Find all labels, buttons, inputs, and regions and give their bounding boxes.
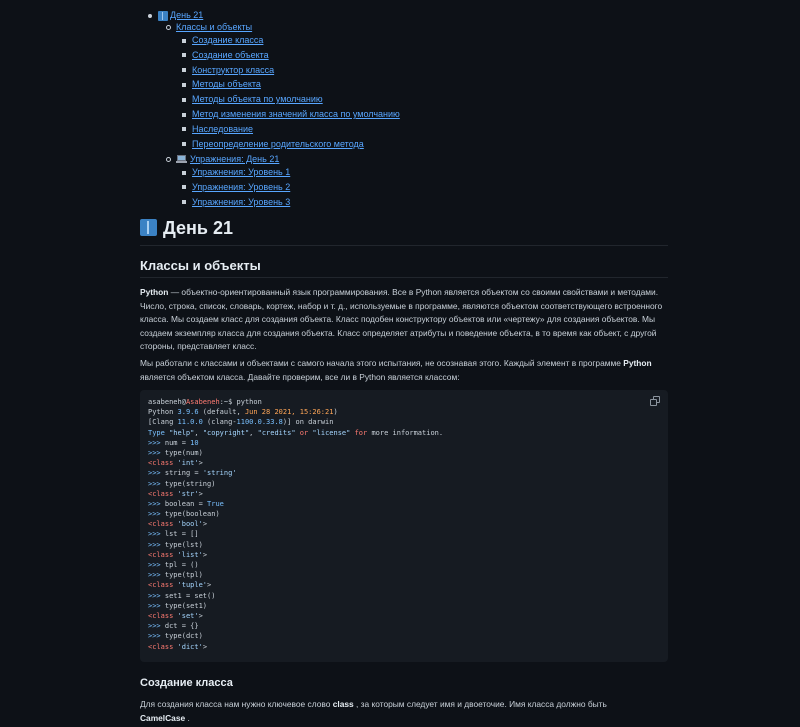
bullet-icon: [148, 14, 152, 18]
code-line: >>> num = 10: [148, 438, 199, 447]
python-bold: Python: [140, 287, 169, 297]
toc-exercise-subitem: [182, 181, 290, 193]
code-line: [Clang 11.0.0 (clang-1100.0.33.8)] on darwin: [148, 418, 334, 427]
create-class-paragraph: [140, 698, 668, 725]
create-text-1: Для создания класса нам нужно ключевое слово: [140, 699, 333, 709]
bullet-icon: [182, 83, 186, 87]
toc-link[interactable]: Переопределение родительского метода: [192, 138, 364, 149]
toc-link[interactable]: Создание класса: [192, 35, 264, 45]
toc-exercise-subitem: [182, 196, 290, 208]
camelcase-bold: CamelCase: [140, 712, 186, 723]
toc-section-item: [166, 21, 252, 33]
check-paragraph: [140, 357, 668, 384]
intro-paragraph: [140, 286, 668, 354]
bullet-icon: [182, 98, 186, 102]
page-title: [140, 218, 668, 246]
code-line: >>> type(tpl): [148, 571, 203, 580]
laptop-icon: [176, 155, 187, 164]
bullet-icon: [166, 25, 171, 30]
create-text-3: .: [185, 712, 190, 723]
toc-link[interactable]: Наследование: [192, 123, 254, 134]
code-line: >>> type(dct): [148, 632, 203, 641]
toc-link[interactable]: Методы объекта по умолчанию: [192, 94, 323, 105]
bullet-icon: [182, 113, 186, 117]
code-line: >>> type(boolean): [148, 510, 220, 519]
check-text-2: является объектом класса. Давайте проверим, все ли в Python является классом:: [140, 371, 460, 382]
bullet-icon: [182, 185, 186, 189]
code-line: Type "help", "copyright", "credits" or "license" for more information.: [148, 428, 444, 437]
code-line: >>> string = 'string': [148, 469, 237, 478]
code-line: >>> lst = []: [148, 530, 199, 539]
toc-link[interactable]: Упражнения: Уровень 3: [192, 196, 291, 207]
toc-link[interactable]: Упражнения: Уровень 1: [192, 167, 291, 177]
code-line: <class 'tuple'>: [148, 581, 212, 590]
bullet-icon: [182, 39, 186, 43]
toc-subitem: [182, 78, 261, 90]
code-line: >>> boolean = True: [148, 499, 224, 508]
bullet-icon: [182, 68, 186, 72]
toc-link[interactable]: Создание объекта: [192, 49, 269, 60]
page-title-text: День 21: [163, 218, 234, 238]
bullet-icon: [182, 200, 186, 204]
code-line: >>> set1 = set(): [148, 591, 216, 600]
toc-exercises-item: [166, 153, 279, 165]
code-line: Python 3.9.6 (default, Jun 28 2021, 15:26:21): [148, 408, 338, 417]
bullet-icon: [182, 127, 186, 131]
intro-text: — объектно-ориентированный язык программирования. Все в Python является объектом со своими свойствами и методами. Число, строка, список, словарь, кортеж, набор и т. д., используемые в программе, являются объектом соответствующего встроенного класса. Мы создаем класс для создания объекта. Класс подобен конструктору объектов или «чертежу» для создания объектов. Мы создаем экземпляр класса для создания объекта. Класс определяет атрибуты и поведение объекта, в то время как объект, с другой стороны, представляет класс.: [140, 287, 663, 351]
check-text-1: Мы работали с классами и объектами с самого начала этого испытания, не осознавая этого. Каждый элемент в программе: [140, 358, 624, 368]
code-line: >>> tpl = (): [148, 561, 199, 569]
code-block[interactable]: [140, 390, 668, 662]
code-line: <class 'dict'>: [148, 642, 208, 651]
book-icon: [158, 11, 168, 21]
code-line: >>> dct = {}: [148, 622, 199, 631]
subsection-heading: Создание класса: [140, 677, 233, 689]
toc-subitem: [182, 93, 323, 105]
create-text-2: , за которым следует имя и двоеточие. Имя класса должно быть: [353, 699, 607, 709]
python-bold: Python: [623, 358, 652, 368]
code-line: <class 'str'>: [148, 489, 203, 498]
toc-link[interactable]: Конструктор класса: [192, 64, 275, 75]
toc-link-day[interactable]: День 21: [170, 10, 204, 20]
code-line: <class 'list'>: [148, 550, 208, 559]
code-line: <class 'int'>: [148, 459, 203, 468]
toc-link-exercises[interactable]: Упражнения: День 21: [190, 154, 280, 164]
section-heading: Классы и объекты: [140, 258, 668, 278]
code-line: >>> type(string): [148, 479, 216, 488]
copy-icon[interactable]: [650, 396, 660, 406]
code-line: >>> type(num): [148, 448, 203, 457]
toc-link[interactable]: Метод изменения значений класса по умолчанию: [192, 109, 400, 119]
toc-exercise-subitem: [182, 166, 290, 178]
toc-link[interactable]: Методы объекта: [192, 79, 261, 90]
toc-subitem: [182, 123, 253, 135]
toc-link-classes[interactable]: Классы и объекты: [176, 22, 253, 32]
toc-subitem: [182, 64, 274, 76]
bullet-icon: [166, 157, 171, 162]
code-line: <class 'set'>: [148, 611, 203, 620]
toc-subitem: [182, 138, 364, 150]
toc-subitem: [182, 34, 263, 46]
code-line: <class 'bool'>: [148, 520, 208, 529]
toc-link[interactable]: Упражнения: Уровень 2: [192, 181, 291, 192]
bullet-icon: [182, 53, 186, 57]
book-icon: [140, 219, 157, 236]
bullet-icon: [182, 142, 186, 146]
toc-subitem: [182, 108, 400, 120]
code-line: >>> type(lst): [148, 540, 203, 549]
code-line: >>> type(set1): [148, 601, 208, 610]
toc-day-item: [148, 9, 203, 21]
class-keyword: class: [332, 699, 354, 709]
bullet-icon: [182, 171, 186, 175]
toc-subitem: [182, 49, 269, 61]
code-line: asabeneh@Asabeneh:~$ python: [148, 398, 262, 406]
